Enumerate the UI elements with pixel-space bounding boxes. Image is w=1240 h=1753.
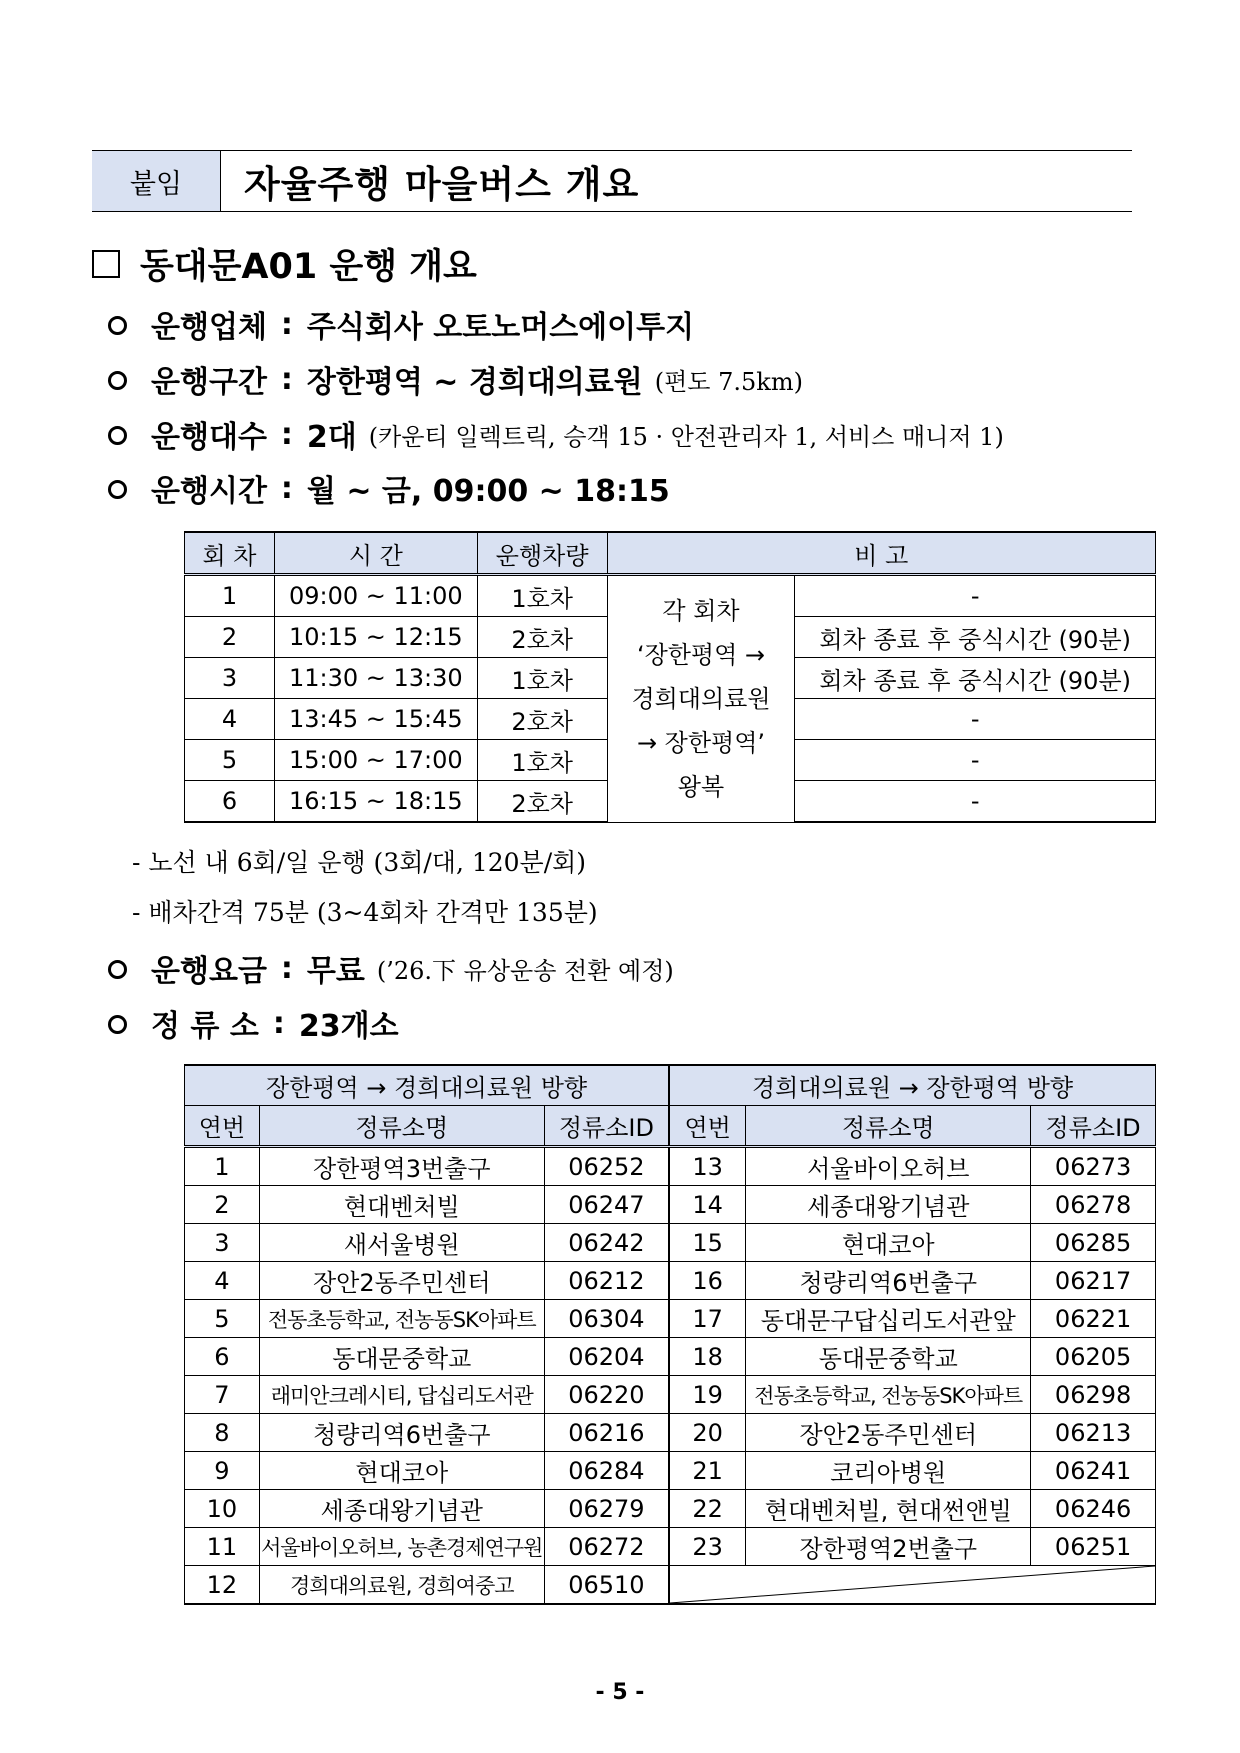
section-heading xyxy=(92,240,477,288)
table-row: 4 13:45 ~ 15:45 2호차 - xyxy=(185,699,1156,740)
table-row: 2 현대벤처빌 06247 14 세종대왕기념관 06278 xyxy=(185,1186,1156,1224)
route-note: 각 회차 ‘장한평역 → 경희대의료원 → 장한평역’ 왕복 xyxy=(607,575,795,823)
table-row: 8 청량리역6번출구 06216 20 장안2동주민센터 06213 xyxy=(185,1414,1156,1452)
section-heading-text: 동대문A01 운행 개요 xyxy=(140,247,477,287)
table-row: 7 래미안크레시티, 답십리도서관 06220 19 전동초등학교, 전농동SK아파트 06298 xyxy=(185,1376,1156,1414)
attachment-tag: 붙임 xyxy=(92,151,221,211)
schedule-header-vehicle: 운행차량 xyxy=(477,532,607,575)
table-row: 4 장안2동주민센터 06212 16 청량리역6번출구 06217 xyxy=(185,1262,1156,1300)
table-row: 9 현대코아 06284 21 코리아병원 06241 xyxy=(185,1452,1156,1490)
page-number: - 5 - xyxy=(595,1680,645,1705)
schedule-header-time: 시 간 xyxy=(274,532,477,575)
circle-bullet-icon xyxy=(108,1015,127,1034)
bullet-vehicles: 운행대수 : 2대 (카운티 일렉트릭, 승객 15 · 안전관리자 1, 서비스 매니저 1) xyxy=(108,412,1004,456)
circle-bullet-icon xyxy=(108,316,127,335)
square-bullet-icon xyxy=(92,250,120,278)
table-row: 2 10:15 ~ 12:15 2호차 회차 종료 후 중식시간 (90분) xyxy=(185,617,1156,658)
table-row: 3 11:30 ~ 13:30 1호차 회차 종료 후 중식시간 (90분) xyxy=(185,658,1156,699)
circle-bullet-icon xyxy=(108,480,127,499)
direction-right-header: 경희대의료원 → 장한평역 방향 xyxy=(669,1065,1155,1106)
table-row: 3 새서울병원 06242 15 현대코아 06285 xyxy=(185,1224,1156,1262)
table-row: 10 세종대왕기념관 06279 22 현대벤처빌, 현대썬앤빌 06246 xyxy=(185,1490,1156,1528)
bullet-hours: 운행시간 : 월 ~ 금, 09:00 ~ 18:15 xyxy=(108,466,670,510)
table-row: 6 동대문중학교 06204 18 동대문중학교 06205 xyxy=(185,1338,1156,1376)
note-interval: - 배차간격 75분 (3~4회차 간격만 135분) xyxy=(132,898,598,927)
table-row: 11 서울바이오허브, 농촌경제연구원 06272 23 장한평역2번출구 06251 xyxy=(185,1528,1156,1566)
table-row: 6 16:15 ~ 18:15 2호차 - xyxy=(185,781,1156,823)
table-row: 1 09:00 ~ 11:00 1호차 각 회차 ‘장한평역 → 경희대의료원 → 장한평역’ 왕복 - xyxy=(185,575,1156,617)
circle-bullet-icon xyxy=(108,960,127,979)
table-row: 5 전동초등학교, 전농동SK아파트 06304 17 동대문구답십리도서관앞 06221 xyxy=(185,1300,1156,1338)
schedule-table xyxy=(184,531,1156,823)
bullet-fare: 운행요금 : 무료 (’26.下 유상운송 전환 예정) xyxy=(108,946,674,990)
stops-table: 장한평역 → 경희대의료원 방향 경희대의료원 → 장한평역 방향 연번 정류소명 정류소ID 연번 정류소명 정류소ID 1 장한평역3번출구 06252 13 서울바이오허브 06273 2 현대벤처빌 06247 14 세종대왕기념관 06278 3 새서울병원 06242 15 현대코아 06285 4 장안2동주민센터 06212 16 청량리역6번출구 06217 5 전동초등학교, 전농동SK아파트 06304 17 동대문구답십리도서관앞 06221 6 동대문중학교 06204 18 동대문중학교 06205 7 래미안크레시티, 답십리도서관 06220 19 전동초등학교, 전농동SK아파트 06298 8 청량리역6번출구 06216 20 장안2동주민센터 06213 9 현대코아 06284 21 코리아병원 06241 10 세종대왕기념관 06279 22 현대벤처빌, 현대썬앤빌 06246 11 서울바이오허브, 농촌경제연구원 06272 23 장한평역2번출구 06251 12 경희대의료원, 경희여중고 06510 xyxy=(184,1064,1156,1605)
note-daily-runs: - 노선 내 6회/일 운행 (3회/대, 120분/회) xyxy=(132,848,587,877)
table-row: 12 경희대의료원, 경희여중고 06510 xyxy=(185,1566,1156,1605)
bullet-route: 운행구간 : 장한평역 ~ 경희대의료원 (편도 7.5km) xyxy=(108,357,803,401)
bullet-operator: 운행업체 : 주식회사 오토노머스에이투지 xyxy=(108,302,694,346)
schedule-header-remark: 비 고 xyxy=(607,532,1155,575)
empty-diagonal-cell xyxy=(669,1566,1155,1605)
table-row: 1 장한평역3번출구 06252 13 서울바이오허브 06273 xyxy=(185,1147,1156,1186)
diagonal-line xyxy=(670,1566,1155,1603)
circle-bullet-icon xyxy=(108,426,127,445)
schedule-header-round: 회 차 xyxy=(185,532,275,575)
document-header xyxy=(92,150,1132,212)
page-title: 자율주행 마을버스 개요 xyxy=(244,163,640,206)
table-row: 5 15:00 ~ 17:00 1호차 - xyxy=(185,740,1156,781)
bullet-stops: 정 류 소 : 23개소 xyxy=(108,1001,399,1045)
circle-bullet-icon xyxy=(108,371,127,390)
direction-left-header: 장한평역 → 경희대의료원 방향 xyxy=(185,1065,670,1106)
